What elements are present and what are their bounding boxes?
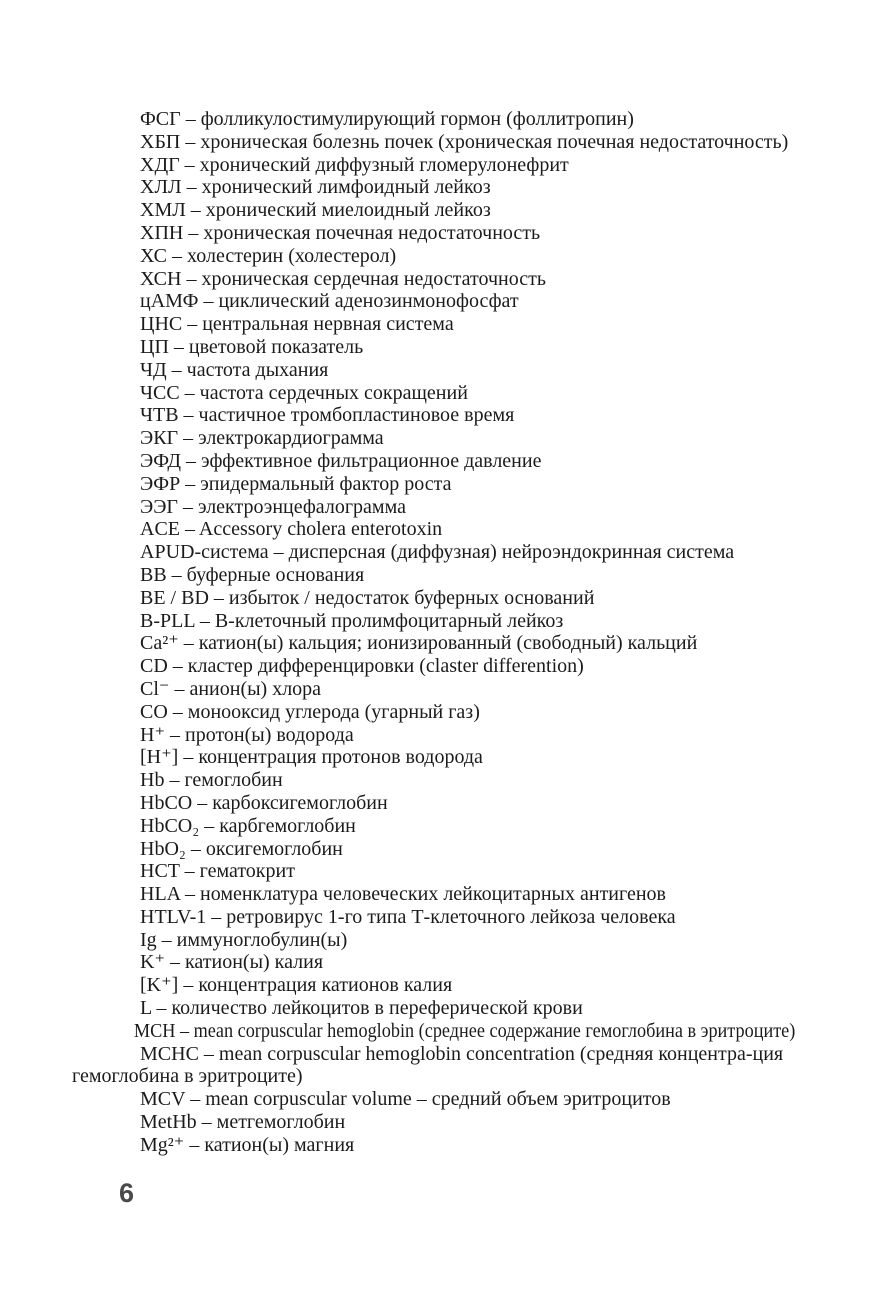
abbr-entry: ХМЛ – хронический миелоидный лейкоз (140, 199, 491, 222)
abbr-entry: H⁺ – протон(ы) водорода (140, 723, 354, 746)
abbr-entry: ХПН – хроническая почечная недостаточность (140, 221, 541, 244)
abbr-entry: ACE – Accessory cholera enterotoxin (140, 518, 443, 541)
abbr-entry: ЭФР – эпидермальный фактор роста (140, 472, 452, 495)
abbr-entry: ЧТВ – частичное тромбопластиновое время (140, 404, 515, 427)
abbr-entry: Cl⁻ – анион(ы) хлора (140, 677, 322, 700)
abbr-entry: B-PLL – B-клеточный пролимфоцитарный лейкоз (140, 609, 564, 632)
abbr-entry: ЦНС – центральная нервная система (140, 313, 454, 336)
abbr-entry: ЧСС – частота сердечных сокращений (140, 381, 468, 404)
abbr-entry: HTLV-1 – ретровирус 1-го типа Т-клеточного лейкоза человека (140, 905, 676, 928)
abbr-entry: L – количество лейкоцитов в переферической крови (140, 997, 583, 1020)
abbr-entry: APUD-система – дисперсная (диффузная) нейроэндокринная система (140, 541, 735, 564)
abbr-entry: MetHb – метгемоглобин (140, 1111, 346, 1134)
abbr-entry: ЭФД – эффективное фильтрационное давление (140, 449, 542, 472)
abbr-entry: Ca²⁺ – катион(ы) кальция; ионизированный (свободный) кальций (140, 632, 698, 655)
abbr-entry: Ig – иммуноглобулин(ы) (140, 928, 348, 951)
abbr-entry: HbO₂ – оксигемоглобин (140, 837, 343, 860)
abbr-entry: [K⁺] – концентрация катионов калия (140, 974, 453, 997)
abbr-entry: ЭКГ – электрокардиограмма (140, 427, 384, 450)
abbr-list (72, 108, 795, 1157)
abbr-entry: Mg²⁺ – катион(ы) магния (140, 1133, 355, 1156)
abbr-entry: MCV – mean corpuscular volume – средний объем эритроцитов (140, 1088, 671, 1111)
abbr-entry: BE / BD – избыток / недостаток буферных оснований (140, 586, 595, 609)
abbr-entry: ХБП – хроническая болезнь почек (хроническая почечная недостаточность) (140, 130, 789, 153)
abbr-entry: ЧД – частота дыхания (140, 358, 329, 381)
abbr-entry: ХЛЛ – хронический лимфоидный лейкоз (140, 176, 491, 199)
abbr-entry: ФСГ – фолликулостимулирующий гормон (фоллитропин) (140, 108, 634, 130)
abbr-entry: BB – буферные основания (140, 563, 365, 586)
abbr-entry: HbCO₂ – карбгемоглобин (140, 814, 356, 837)
page-number: 6 (119, 1178, 135, 1208)
abbr-entry: ЦП – цветовой показатель (140, 335, 364, 358)
abbr-entry: ХС – холестерин (холестерол) (140, 244, 397, 267)
abbr-entry: Hb – гемоглобин (140, 769, 283, 792)
abbr-entry: K⁺ – катион(ы) калия (140, 951, 324, 974)
abbr-entry: CO – монооксид углерода (угарный газ) (140, 700, 480, 723)
abbr-entry: MCHC – mean corpuscular hemoglobin concentration (средняя концентра-ция гемоглобина в эритроците) (72, 1042, 784, 1088)
abbr-entry: [H⁺] – концентрация протонов водорода (140, 746, 483, 769)
abbr-entry: ЭЭГ – электроэнцефалограмма (140, 495, 406, 518)
abbr-entry: HbCO – карбоксигемоглобин (140, 791, 388, 814)
abbr-entry: CD – кластер дифференцировки (claster differention) (140, 655, 584, 678)
abbr-entry: ХСН – хроническая сердечная недостаточность (140, 267, 546, 290)
abbr-entry: ХДГ – хронический диффузный гломерулонефрит (140, 153, 569, 176)
abbr-entry: MCH – mean corpuscular hemoglobin (среднее содержание гемоглобина в эритроците) (133, 1019, 796, 1042)
abbr-entry: HLA – номенклатура человеческих лейкоцитарных антигенов (140, 883, 666, 906)
abbr-entry: HCT – гематокрит (140, 860, 295, 883)
abbr-entry: цАМФ – циклический аденозинмонофосфат (140, 290, 519, 313)
